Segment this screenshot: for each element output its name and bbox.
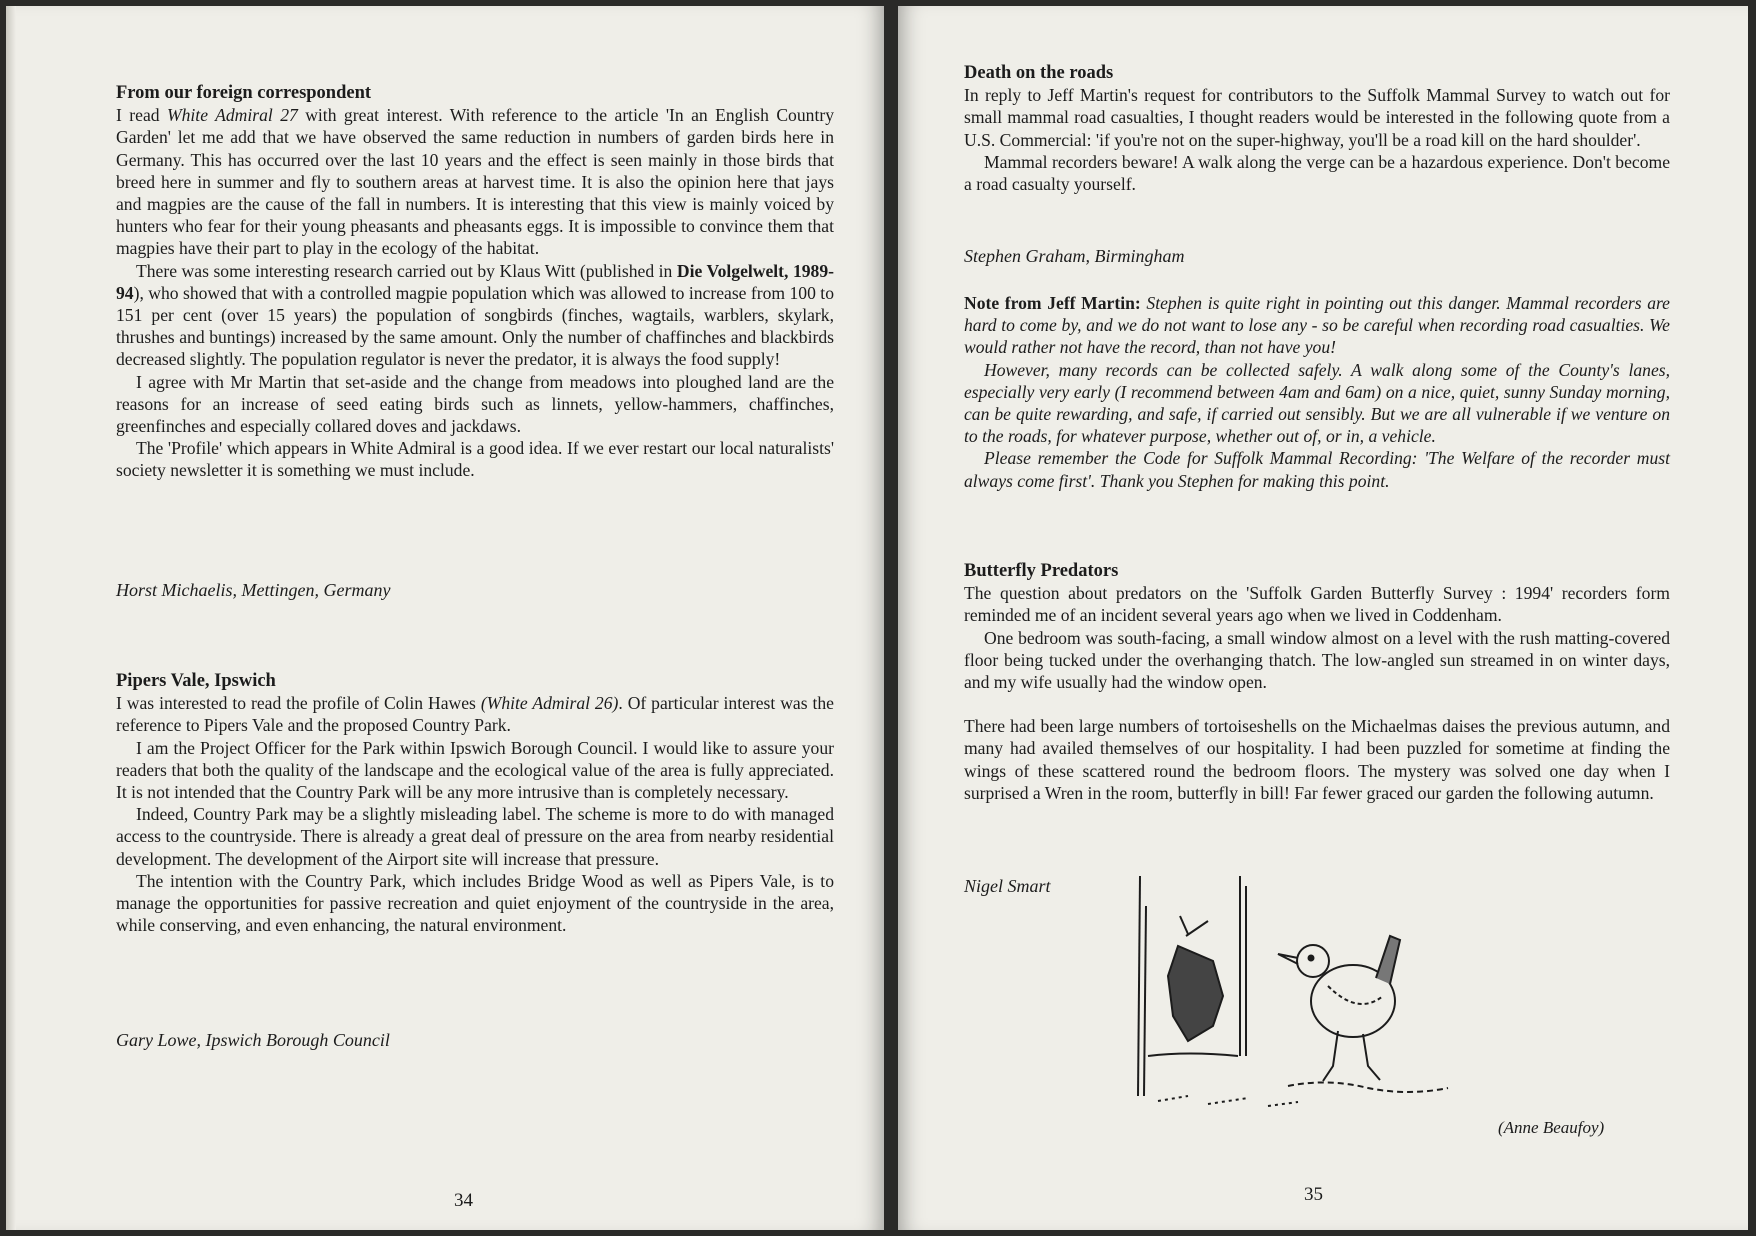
page-number: 34	[454, 1190, 473, 1211]
section-heading: Death on the roads	[964, 63, 1114, 83]
paragraph: One bedroom was south-facing, a small window almost on a level with the rush matting-covered floor being tucked under the overhanging thatch. The low-angled sun streamed in on winter days, and my wife usually had the window open.	[964, 627, 1670, 693]
paragraph: I agree with Mr Martin that set-aside and the change from meadows into ploughed land are the reasons for an increase of seed eating birds such as linnets, yellow-hammers, chaffinches, greenfinches and especially collared doves and jackdaws.	[116, 371, 834, 437]
paragraph: The 'Profile' which appears in White Admiral is a good idea. If we ever restart our local naturalists' society newsletter it is something we must include.	[116, 438, 834, 481]
paragraph: There had been large numbers of tortoiseshells on the Michaelmas daises the previous autumn, and many had availed themselves of our hospitality. I had been puzzled for sometime at finding the wings of these scattered round the bedroom floors. The mystery was solved one day when I surprised a Wren in the room, butterfly in bill! Far fewer graced our garden the following autumn.	[964, 716, 1670, 803]
wren-illustration	[1128, 866, 1458, 1146]
paragraph: I was interested to read the profile of Colin Hawes (White Admiral 26). Of particular interest was the reference to Pipers Vale and the proposed Country Park.	[116, 693, 834, 736]
note-from-jeff-martin	[964, 292, 1670, 492]
signature: Stephen Graham, Birmingham	[964, 246, 1185, 266]
section-butterfly-predators	[964, 560, 1670, 804]
note-lead: Note from Jeff Martin:	[964, 293, 1141, 313]
signature: Horst Michaelis, Mettingen, Germany	[116, 580, 391, 600]
left-page	[6, 6, 884, 1230]
illustration-credit: (Anne Beaufoy)	[1498, 1118, 1605, 1137]
section-death-on-roads	[964, 62, 1670, 195]
paragraph: I read White Admiral 27 with great interest. With reference to the article 'In an English Country Garden' let me add that we have observed the same reduction in numbers of garden birds here in Germany. This has occurred over the last 10 years and the effect is seen mainly in those birds that breed here in summer and fly to southern areas at harvest time. It is also the opinion here that jays and magpies are the cause of the fall in numbers. It is interesting that this view is mainly voiced by hunters who fear for their young pheasants and pheasants eggs. It is impossible to convince them that magpies have their part to play in the ecology of the habitat.	[116, 105, 834, 259]
section-foreign-correspondent	[116, 82, 834, 482]
signature: Gary Lowe, Ipswich Borough Council	[116, 1030, 390, 1050]
paragraph: Mammal recorders beware! A walk along the verge can be a hazardous experience. Don't become a road casualty yourself.	[964, 151, 1670, 195]
section-heading: From our foreign correspondent	[116, 83, 372, 103]
paragraph: In reply to Jeff Martin's request for contributors to the Suffolk Mammal Survey to watch out for small mammal road casualties, I thought readers would be interested in the following quote from a U.S. Commercial: 'if you're not on the super-highway, you'll be a road kill on the hard shoulder'.	[964, 85, 1670, 150]
section-pipers-vale	[116, 670, 834, 936]
paragraph: The question about predators on the 'Suffolk Garden Butterfly Survey : 1994' recorders form reminded me of an incident several years ago when we lived in Coddenham.	[964, 583, 1670, 626]
paragraph: I am the Project Officer for the Park within Ipswich Borough Council. I would like to assure your readers that both the quality of the landscape and the ecological value of the area is fully appreciated. It is not intended that the Country Park will be any more intrusive than is completely necessary.	[116, 737, 834, 803]
section-heading: Pipers Vale, Ipswich	[116, 671, 276, 691]
paragraph: The intention with the Country Park, which includes Bridge Wood as well as Pipers Vale, is to manage the opportunities for passive recreation and quiet enjoyment of the countryside in the area, while conserving, and even enhancing, the natural environment.	[116, 870, 834, 936]
page-edge	[6, 6, 16, 1230]
paragraph: However, many records can be collected safely. A walk along some of the County's lanes, especially very early (I recommend between 4am and 6am) on a nice, quiet, sunny Sunday morning, can be quite rewarding, and safe, if carried out sensibly. But we are all vulnerable if we venture on to the roads, for whatever purpose, whether out of, or in, a vehicle.	[964, 359, 1670, 447]
paragraph: There was some interesting research carried out by Klaus Witt (published in Die Volgelwelt, 1989-94), who showed that with a controlled magpie population which was allowed to increase from 100 to 151 per cent (over 15 years) the population of songbirds (finches, wagtails, warblers, skylark, thrushes and buntings) increased by the same amount. Only the number of chaffinches and blackbirds decreased slightly. The population regulator is never the predator, it is always the food supply!	[116, 260, 835, 370]
paragraph: Note from Jeff Martin: Stephen is quite right in pointing out this danger. Mammal recorders are hard to come by, and we do not want to lose any - so be careful when recording road casualties. We would rather not have the record, than not have you!	[964, 293, 1670, 358]
signature: Nigel Smart	[964, 876, 1051, 896]
page-number: 35	[1304, 1184, 1323, 1205]
section-heading: Butterfly Predators	[964, 561, 1119, 581]
paragraph: Please remember the Code for Suffolk Mammal Recording: 'The Welfare of the recorder must always come first'. Thank you Stephen for making this point.	[964, 448, 1670, 491]
right-page	[898, 6, 1748, 1230]
paragraph: Indeed, Country Park may be a slightly misleading label. The scheme is more to do with managed access to the countryside. There is already a great deal of pressure on the area from nearby residential development. The development of the Airport site will increase that pressure.	[116, 804, 834, 869]
